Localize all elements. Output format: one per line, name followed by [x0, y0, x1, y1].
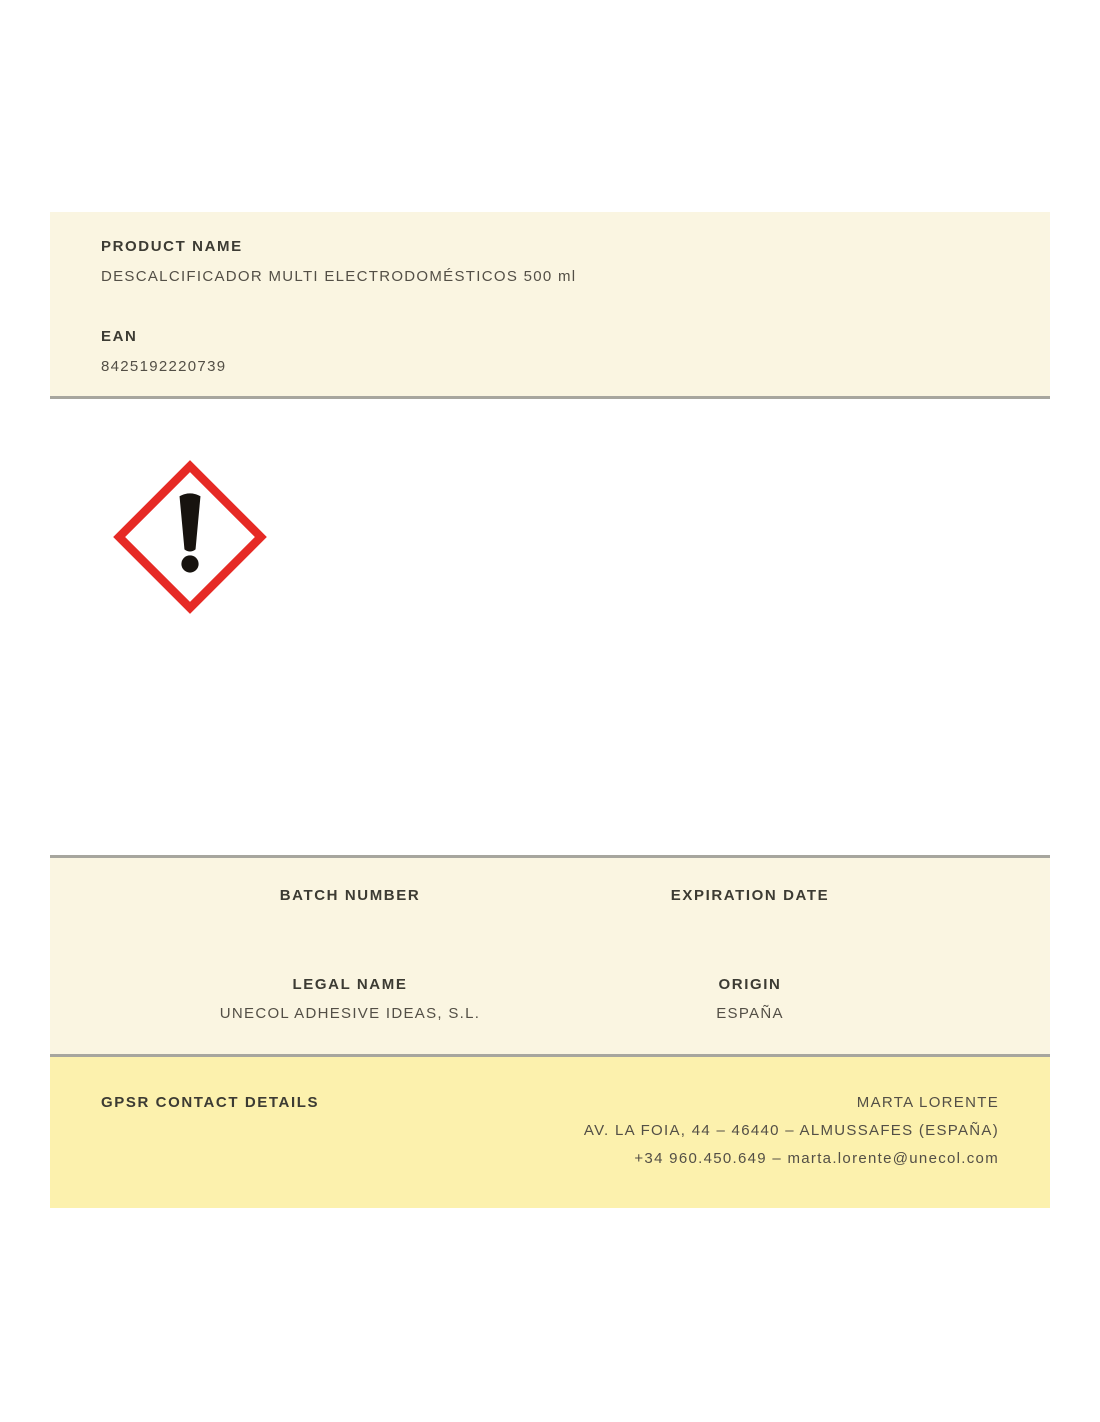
product-info-panel [50, 212, 1050, 399]
ean-label: EAN [101, 328, 138, 345]
legal-name-value: UNECOL ADHESIVE IDEAS, S.L. [219, 1005, 481, 1022]
product-name-label: PRODUCT NAME [101, 238, 243, 255]
expiration-date-field [550, 887, 950, 905]
origin-label: ORIGIN [718, 976, 782, 993]
expiration-date-label: EXPIRATION DATE [670, 887, 830, 904]
ean-value: 8425192220739 [101, 358, 227, 375]
legal-name-field [150, 976, 550, 1023]
ean-field [101, 328, 999, 376]
product-name-value: DESCALCIFICADOR MULTI ELECTRODOMÉSTICOS 500 ml [101, 268, 577, 285]
batch-expiration-row [150, 887, 950, 905]
product-name-field [101, 238, 999, 286]
gpsr-contact-label: GPSR CONTACT DETAILS [101, 1094, 320, 1111]
exclamation-diamond-icon [113, 460, 267, 614]
gpsr-contact-panel [50, 1057, 1050, 1208]
contact-phone-email: +34 960.450.649 – marta.lorente@unecol.com [634, 1150, 999, 1167]
ghs-warning-pictogram [113, 460, 267, 614]
legal-name-label: LEGAL NAME [292, 976, 408, 993]
batch-number-field [150, 887, 550, 905]
contact-name: MARTA LORENTE [856, 1094, 999, 1111]
traceability-panel [50, 855, 1050, 1057]
legal-origin-row [150, 976, 950, 1023]
batch-number-label: BATCH NUMBER [279, 887, 421, 904]
origin-value: ESPAÑA [716, 1005, 784, 1022]
contact-address: AV. LA FOIA, 44 – 46440 – ALMUSSAFES (ESPAÑA) [583, 1122, 999, 1139]
gpsr-contact-block [584, 1094, 999, 1168]
origin-field [550, 976, 950, 1023]
